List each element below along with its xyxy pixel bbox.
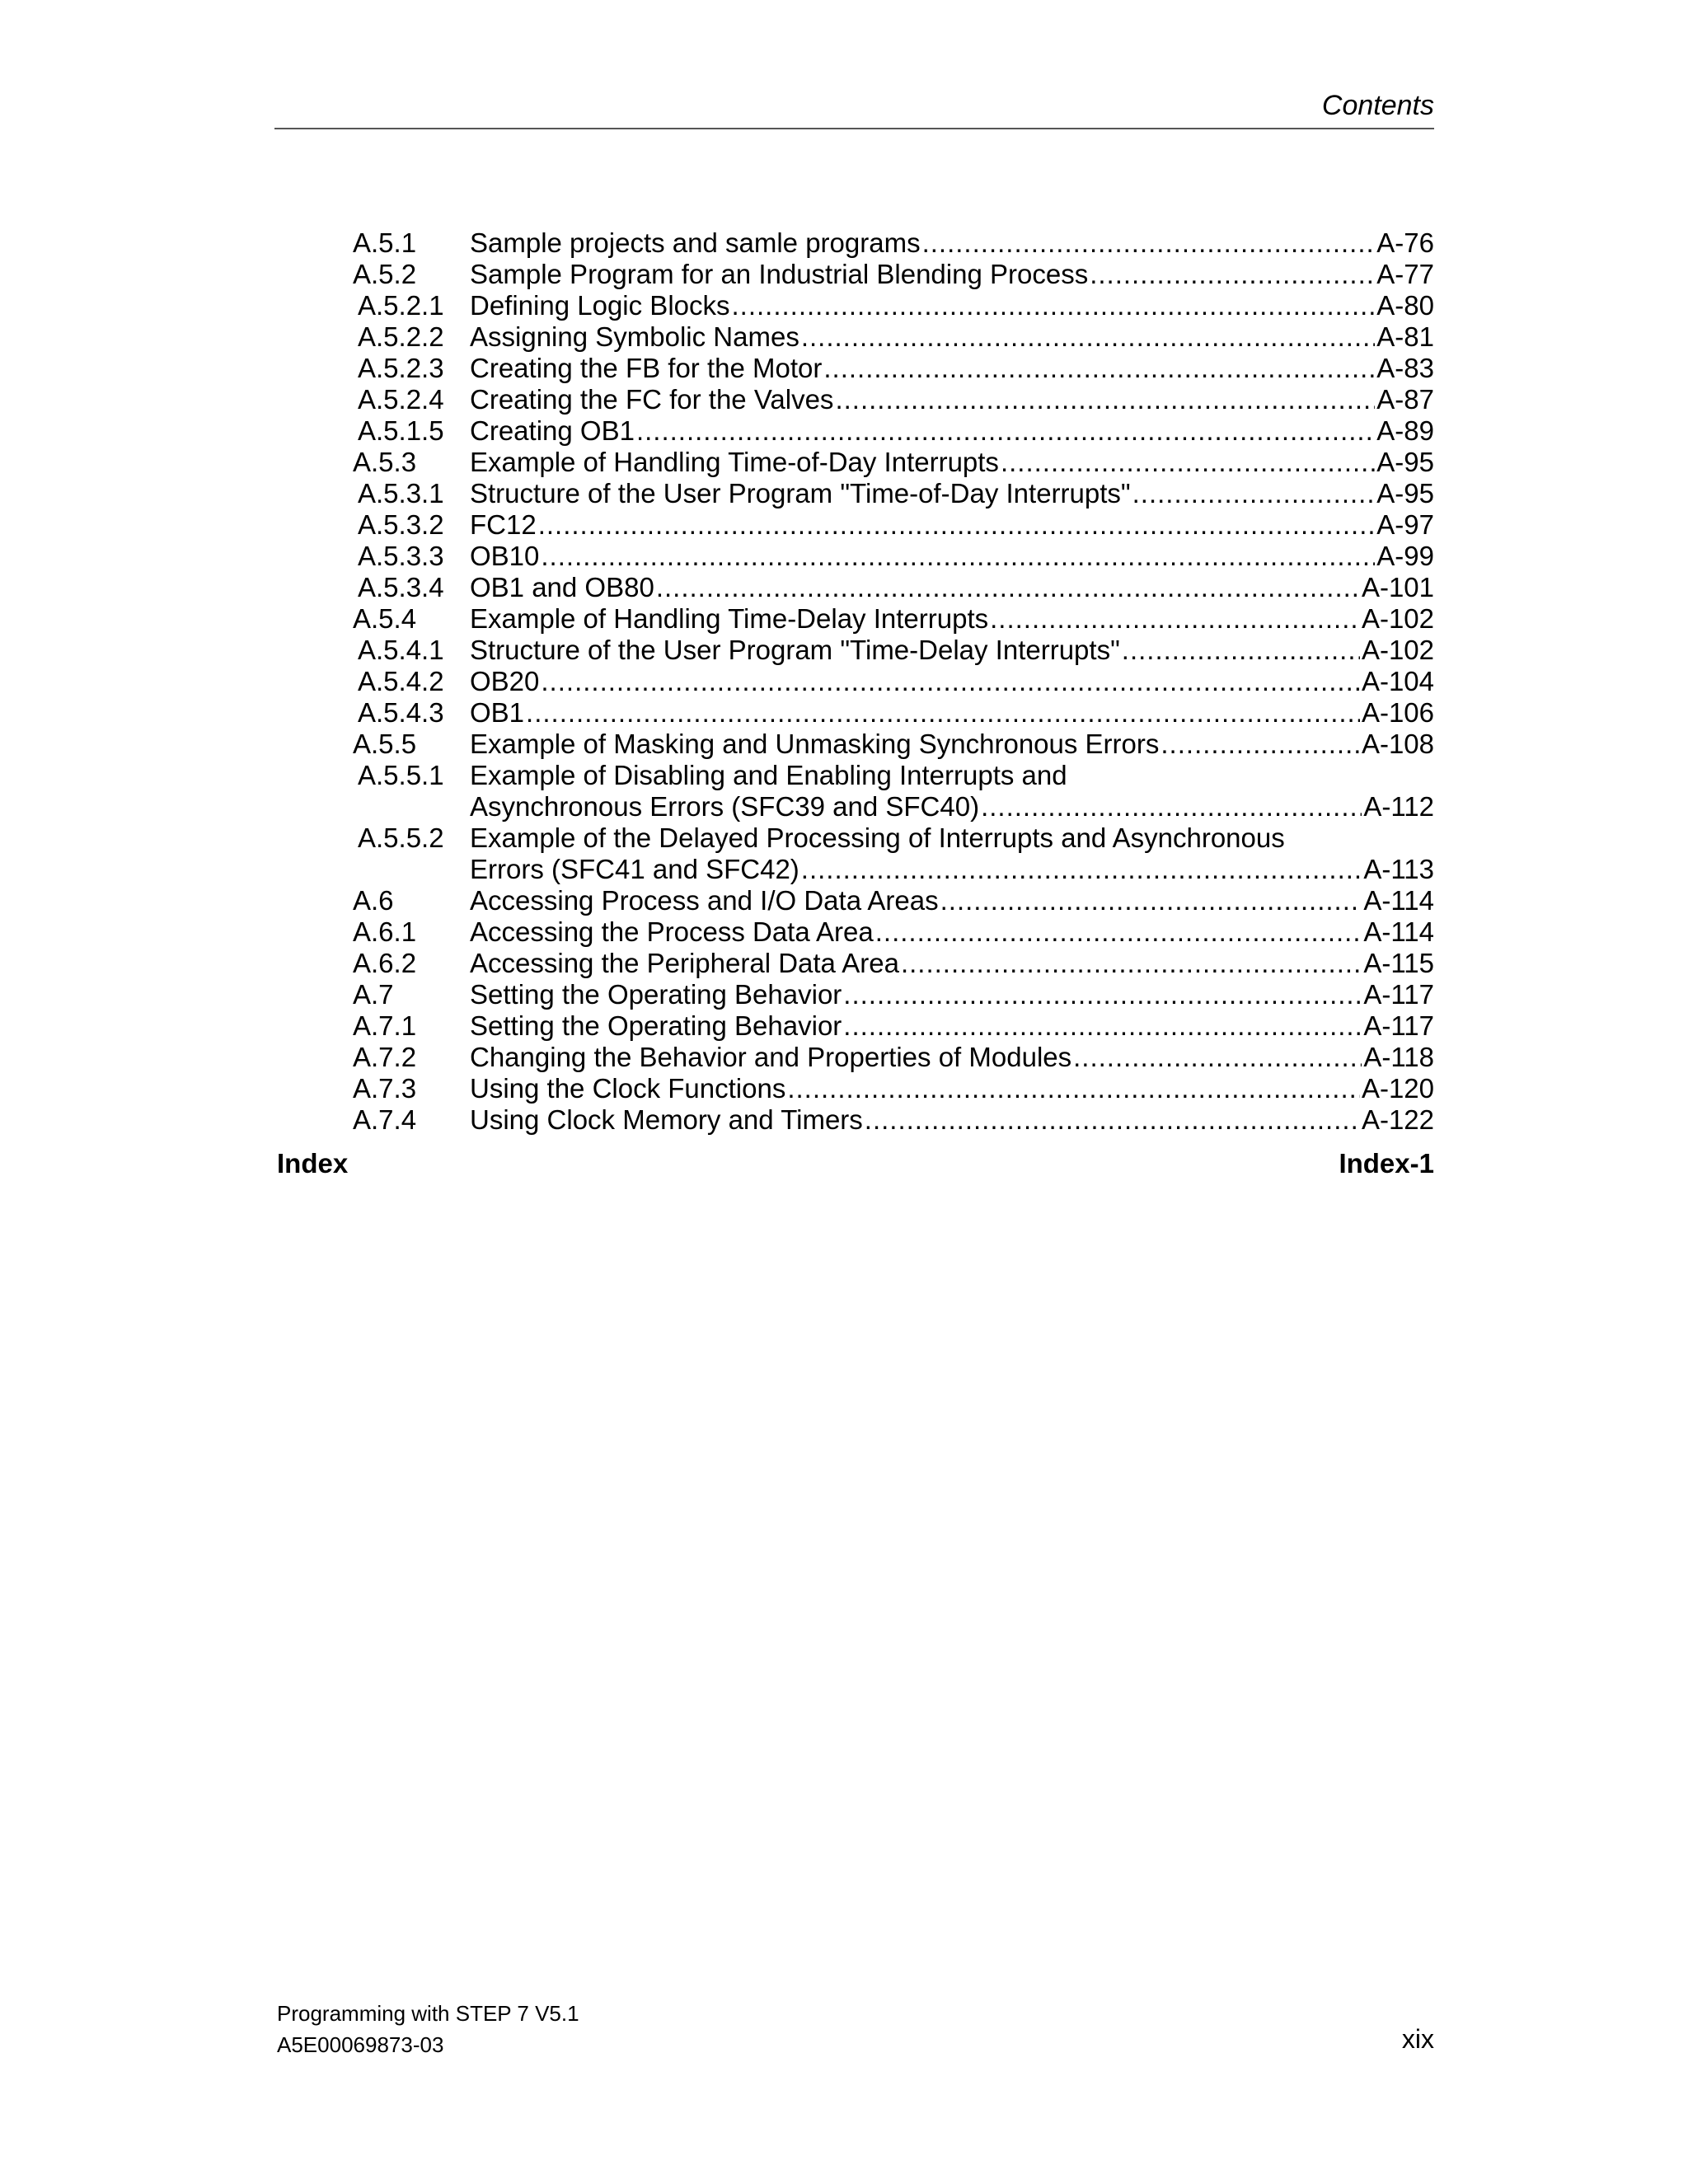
toc-row[interactable] bbox=[353, 290, 1434, 321]
toc-title: Accessing the Process Data Area bbox=[470, 916, 874, 947]
toc-title-line1: Example of Disabling and Enabling Interrupts and bbox=[470, 760, 1067, 790]
toc-row[interactable] bbox=[353, 321, 1434, 353]
index-entry[interactable] bbox=[277, 1147, 1434, 1180]
toc-row[interactable] bbox=[353, 478, 1434, 509]
toc-leader-dots bbox=[823, 353, 1375, 384]
toc-entry bbox=[470, 1010, 1434, 1042]
toc-body bbox=[470, 603, 1434, 635]
toc-row[interactable] bbox=[353, 729, 1434, 760]
toc-page: A-104 bbox=[1361, 666, 1434, 696]
toc-body bbox=[470, 447, 1434, 478]
toc-row[interactable] bbox=[353, 1104, 1434, 1136]
toc-title: Accessing Process and I/O Data Areas bbox=[470, 885, 939, 916]
toc-page: A-102 bbox=[1361, 635, 1434, 665]
toc-body bbox=[470, 353, 1434, 384]
toc-entry bbox=[470, 541, 1434, 572]
toc-entry bbox=[470, 854, 1434, 885]
toc-entry bbox=[470, 635, 1434, 666]
toc-body bbox=[470, 697, 1434, 729]
toc-entry bbox=[470, 948, 1434, 979]
toc-title: Errors (SFC41 and SFC42) bbox=[470, 854, 799, 884]
toc-leader-dots bbox=[541, 541, 1375, 572]
toc-number: A.5.3.4 bbox=[358, 572, 444, 602]
toc-body bbox=[470, 729, 1434, 760]
toc-number: A.5.5 bbox=[353, 729, 417, 759]
toc-number: A.5.4.1 bbox=[358, 635, 444, 665]
toc-entry bbox=[470, 697, 1434, 729]
toc-page: A-112 bbox=[1363, 791, 1434, 822]
toc-body bbox=[470, 1042, 1434, 1073]
toc-body bbox=[470, 384, 1434, 415]
toc-page: A-114 bbox=[1363, 885, 1434, 916]
toc-page: A-83 bbox=[1376, 353, 1434, 383]
toc-row[interactable] bbox=[353, 697, 1434, 729]
footer-page-number: xix bbox=[1401, 2024, 1434, 2054]
toc-title: Example of Handling Time-Delay Interrupts bbox=[470, 603, 989, 634]
toc-row[interactable] bbox=[353, 509, 1434, 541]
toc-number: A.5.5.2 bbox=[358, 823, 444, 853]
toc-page: A-97 bbox=[1376, 509, 1434, 540]
toc-row[interactable] bbox=[353, 259, 1434, 290]
toc-page: A-114 bbox=[1363, 916, 1434, 947]
toc-page: A-77 bbox=[1376, 259, 1434, 289]
toc-leader-dots bbox=[538, 509, 1376, 541]
toc-row[interactable] bbox=[353, 916, 1434, 948]
toc-row[interactable] bbox=[353, 666, 1434, 697]
toc-leader-dots bbox=[1001, 447, 1375, 478]
toc-entry bbox=[470, 729, 1434, 760]
toc-entry bbox=[470, 447, 1434, 478]
toc-entry bbox=[470, 1042, 1434, 1073]
toc-leader-dots bbox=[990, 603, 1360, 635]
footer-book-title: Programming with STEP 7 V5.1 bbox=[277, 2001, 579, 2026]
header-rule bbox=[274, 128, 1434, 129]
toc-number: A.5.2.2 bbox=[358, 321, 444, 352]
toc-page: A-108 bbox=[1361, 729, 1434, 759]
toc-title: FC12 bbox=[470, 509, 537, 540]
toc-leader-dots bbox=[901, 948, 1362, 979]
toc-body bbox=[470, 635, 1434, 666]
toc-number: A.5.5.1 bbox=[358, 760, 444, 790]
toc-body bbox=[470, 509, 1434, 541]
toc-title: Asynchronous Errors (SFC39 and SFC40) bbox=[470, 791, 980, 822]
toc-number: A.5.2.3 bbox=[358, 353, 444, 383]
toc-body bbox=[470, 478, 1434, 509]
toc-page: A-115 bbox=[1363, 948, 1434, 978]
toc-number: A.7.4 bbox=[353, 1104, 417, 1135]
toc-body bbox=[470, 666, 1434, 697]
toc-entry bbox=[470, 353, 1434, 384]
toc-title: Creating the FC for the Valves bbox=[470, 384, 834, 415]
toc-number: A.7.1 bbox=[353, 1010, 417, 1041]
toc-title: OB1 and OB80 bbox=[470, 572, 654, 602]
toc-page: A-117 bbox=[1363, 1010, 1434, 1041]
toc-leader-dots bbox=[541, 666, 1360, 697]
toc-row[interactable] bbox=[353, 353, 1434, 384]
toc-number: A.6.1 bbox=[353, 916, 417, 947]
toc-title: Creating OB1 bbox=[470, 415, 635, 446]
toc-row[interactable] bbox=[353, 1042, 1434, 1073]
toc-row[interactable] bbox=[353, 447, 1434, 478]
toc-row[interactable] bbox=[353, 635, 1434, 666]
toc-page: A-95 bbox=[1376, 478, 1434, 509]
toc-leader-dots bbox=[526, 697, 1360, 729]
toc-entry bbox=[470, 916, 1434, 948]
toc-leader-dots bbox=[843, 979, 1362, 1010]
toc-title: OB1 bbox=[470, 697, 525, 728]
toc-body bbox=[470, 1104, 1434, 1136]
toc-number: A.5.1 bbox=[353, 227, 417, 258]
toc-leader-dots bbox=[843, 1010, 1362, 1042]
toc-body bbox=[470, 1073, 1434, 1104]
toc-number: A.7 bbox=[353, 979, 394, 1010]
toc-number: A.5.4 bbox=[353, 603, 417, 634]
toc-leader-dots bbox=[787, 1073, 1360, 1104]
toc-page: A-102 bbox=[1361, 603, 1434, 634]
toc-title: Assigning Symbolic Names bbox=[470, 321, 799, 352]
toc-title: Example of Masking and Unmasking Synchronous Errors bbox=[470, 729, 1160, 759]
toc-leader-dots bbox=[940, 885, 1362, 916]
toc-leader-dots bbox=[1073, 1042, 1362, 1073]
toc-page: A-89 bbox=[1376, 415, 1434, 446]
toc-body bbox=[470, 227, 1434, 259]
toc-body bbox=[470, 290, 1434, 321]
toc-page: A-117 bbox=[1363, 979, 1434, 1010]
toc-body bbox=[470, 415, 1434, 447]
index-page: Index-1 bbox=[1339, 1148, 1434, 1179]
toc-leader-dots bbox=[875, 916, 1362, 948]
toc-number: A.5.4.3 bbox=[358, 697, 444, 728]
toc-entry bbox=[470, 791, 1434, 823]
toc-entry bbox=[470, 572, 1434, 603]
toc-entry bbox=[470, 666, 1434, 697]
toc-leader-dots bbox=[1090, 259, 1375, 290]
toc-page: A-118 bbox=[1363, 1042, 1434, 1072]
toc-body bbox=[470, 823, 1434, 885]
toc-title-line1: Example of the Delayed Processing of Interrupts and Asynchronous bbox=[470, 823, 1285, 853]
toc-number: A.7.3 bbox=[353, 1073, 417, 1104]
toc-leader-dots bbox=[981, 791, 1362, 823]
toc-title: Using Clock Memory and Timers bbox=[470, 1104, 863, 1135]
toc-body bbox=[470, 572, 1434, 603]
toc-leader-dots bbox=[922, 227, 1376, 259]
toc-number: A.6 bbox=[353, 885, 394, 916]
toc-number: A.7.2 bbox=[353, 1042, 417, 1072]
toc-leader-dots bbox=[1122, 635, 1360, 666]
toc-entry bbox=[470, 603, 1434, 635]
toc-entry bbox=[470, 415, 1434, 447]
toc-leader-dots bbox=[1132, 478, 1376, 509]
toc-title: Accessing the Peripheral Data Area bbox=[470, 948, 899, 978]
toc-row[interactable] bbox=[353, 885, 1434, 916]
toc-row[interactable] bbox=[353, 979, 1434, 1010]
toc-number: A.5.2 bbox=[353, 259, 417, 289]
toc-body bbox=[470, 948, 1434, 979]
toc-page: A-99 bbox=[1376, 541, 1434, 571]
toc-number: A.5.2.4 bbox=[358, 384, 444, 415]
toc-title: Structure of the User Program "Time-of-Day Interrupts" bbox=[470, 478, 1131, 509]
toc-number: A.5.3.1 bbox=[358, 478, 444, 509]
toc-body bbox=[470, 259, 1434, 290]
toc-title: Example of Handling Time-of-Day Interrupts bbox=[470, 447, 999, 477]
toc-leader-dots bbox=[732, 290, 1376, 321]
footer-doc-number: A5E00069873-03 bbox=[277, 2032, 444, 2057]
footer bbox=[277, 1998, 579, 2060]
toc-row[interactable] bbox=[353, 384, 1434, 415]
toc-page: A-87 bbox=[1376, 384, 1434, 415]
toc-row[interactable] bbox=[353, 1010, 1434, 1042]
toc-page: A-101 bbox=[1361, 572, 1434, 602]
toc-row[interactable] bbox=[353, 1073, 1434, 1104]
toc-page: A-95 bbox=[1376, 447, 1434, 477]
toc-title: Defining Logic Blocks bbox=[470, 290, 730, 321]
toc-page: A-120 bbox=[1361, 1073, 1434, 1104]
toc-page: A-81 bbox=[1376, 321, 1434, 352]
toc-title: OB20 bbox=[470, 666, 540, 696]
toc-title: OB10 bbox=[470, 541, 540, 571]
toc-row[interactable] bbox=[353, 760, 1434, 823]
toc-number: A.5.2.1 bbox=[358, 290, 444, 321]
toc-leader-dots bbox=[1160, 729, 1360, 760]
toc-page: A-106 bbox=[1361, 697, 1434, 728]
toc-number: A.5.3 bbox=[353, 447, 417, 477]
toc-title: Sample Program for an Industrial Blending Process bbox=[470, 259, 1089, 289]
toc-title: Using the Clock Functions bbox=[470, 1073, 786, 1104]
toc-number: A.5.4.2 bbox=[358, 666, 444, 696]
toc-leader-dots bbox=[636, 415, 1375, 447]
toc-entry bbox=[470, 227, 1434, 259]
toc-entry bbox=[470, 1104, 1434, 1136]
toc-number: A.5.3.3 bbox=[358, 541, 444, 571]
index-label: Index bbox=[277, 1148, 349, 1179]
toc-body bbox=[470, 1010, 1434, 1042]
toc-body bbox=[470, 885, 1434, 916]
toc-row[interactable] bbox=[353, 603, 1434, 635]
toc-title: Creating the FB for the Motor bbox=[470, 353, 823, 383]
toc-entry bbox=[470, 885, 1434, 916]
toc-leader-dots bbox=[865, 1104, 1360, 1136]
toc-leader-dots bbox=[801, 321, 1375, 353]
toc-row[interactable] bbox=[353, 541, 1434, 572]
toc-body bbox=[470, 541, 1434, 572]
toc-title: Changing the Behavior and Properties of Modules bbox=[470, 1042, 1072, 1072]
toc-row[interactable] bbox=[353, 948, 1434, 979]
toc-row[interactable] bbox=[353, 572, 1434, 603]
toc-title: Setting the Operating Behavior bbox=[470, 1010, 842, 1041]
toc-leader-dots bbox=[835, 384, 1375, 415]
toc-entry bbox=[470, 321, 1434, 353]
toc-page: A-113 bbox=[1363, 854, 1434, 884]
toc-row[interactable] bbox=[353, 415, 1434, 447]
toc-page: A-122 bbox=[1361, 1104, 1434, 1135]
toc-title: Sample projects and samle programs bbox=[470, 227, 921, 258]
running-header: Contents bbox=[1321, 90, 1434, 121]
toc-number: A.5.3.2 bbox=[358, 509, 444, 540]
toc-leader-dots bbox=[656, 572, 1360, 603]
toc-entry bbox=[470, 384, 1434, 415]
toc-body bbox=[470, 760, 1434, 823]
toc-entry bbox=[470, 509, 1434, 541]
toc-row[interactable] bbox=[353, 227, 1434, 259]
toc-title: Structure of the User Program "Time-Delay Interrupts" bbox=[470, 635, 1120, 665]
table-of-contents bbox=[353, 227, 1434, 1136]
toc-body bbox=[470, 321, 1434, 353]
toc-body bbox=[470, 979, 1434, 1010]
toc-title: Setting the Operating Behavior bbox=[470, 979, 842, 1010]
toc-entry bbox=[470, 1073, 1434, 1104]
toc-leader-dots bbox=[801, 854, 1362, 885]
toc-entry bbox=[470, 979, 1434, 1010]
toc-entry bbox=[470, 290, 1434, 321]
toc-row[interactable] bbox=[353, 823, 1434, 885]
toc-number: A.6.2 bbox=[353, 948, 417, 978]
toc-entry bbox=[470, 478, 1434, 509]
toc-number: A.5.1.5 bbox=[358, 415, 444, 446]
toc-entry bbox=[470, 259, 1434, 290]
toc-body bbox=[470, 916, 1434, 948]
toc-page: A-80 bbox=[1376, 290, 1434, 321]
toc-page: A-76 bbox=[1376, 227, 1434, 258]
